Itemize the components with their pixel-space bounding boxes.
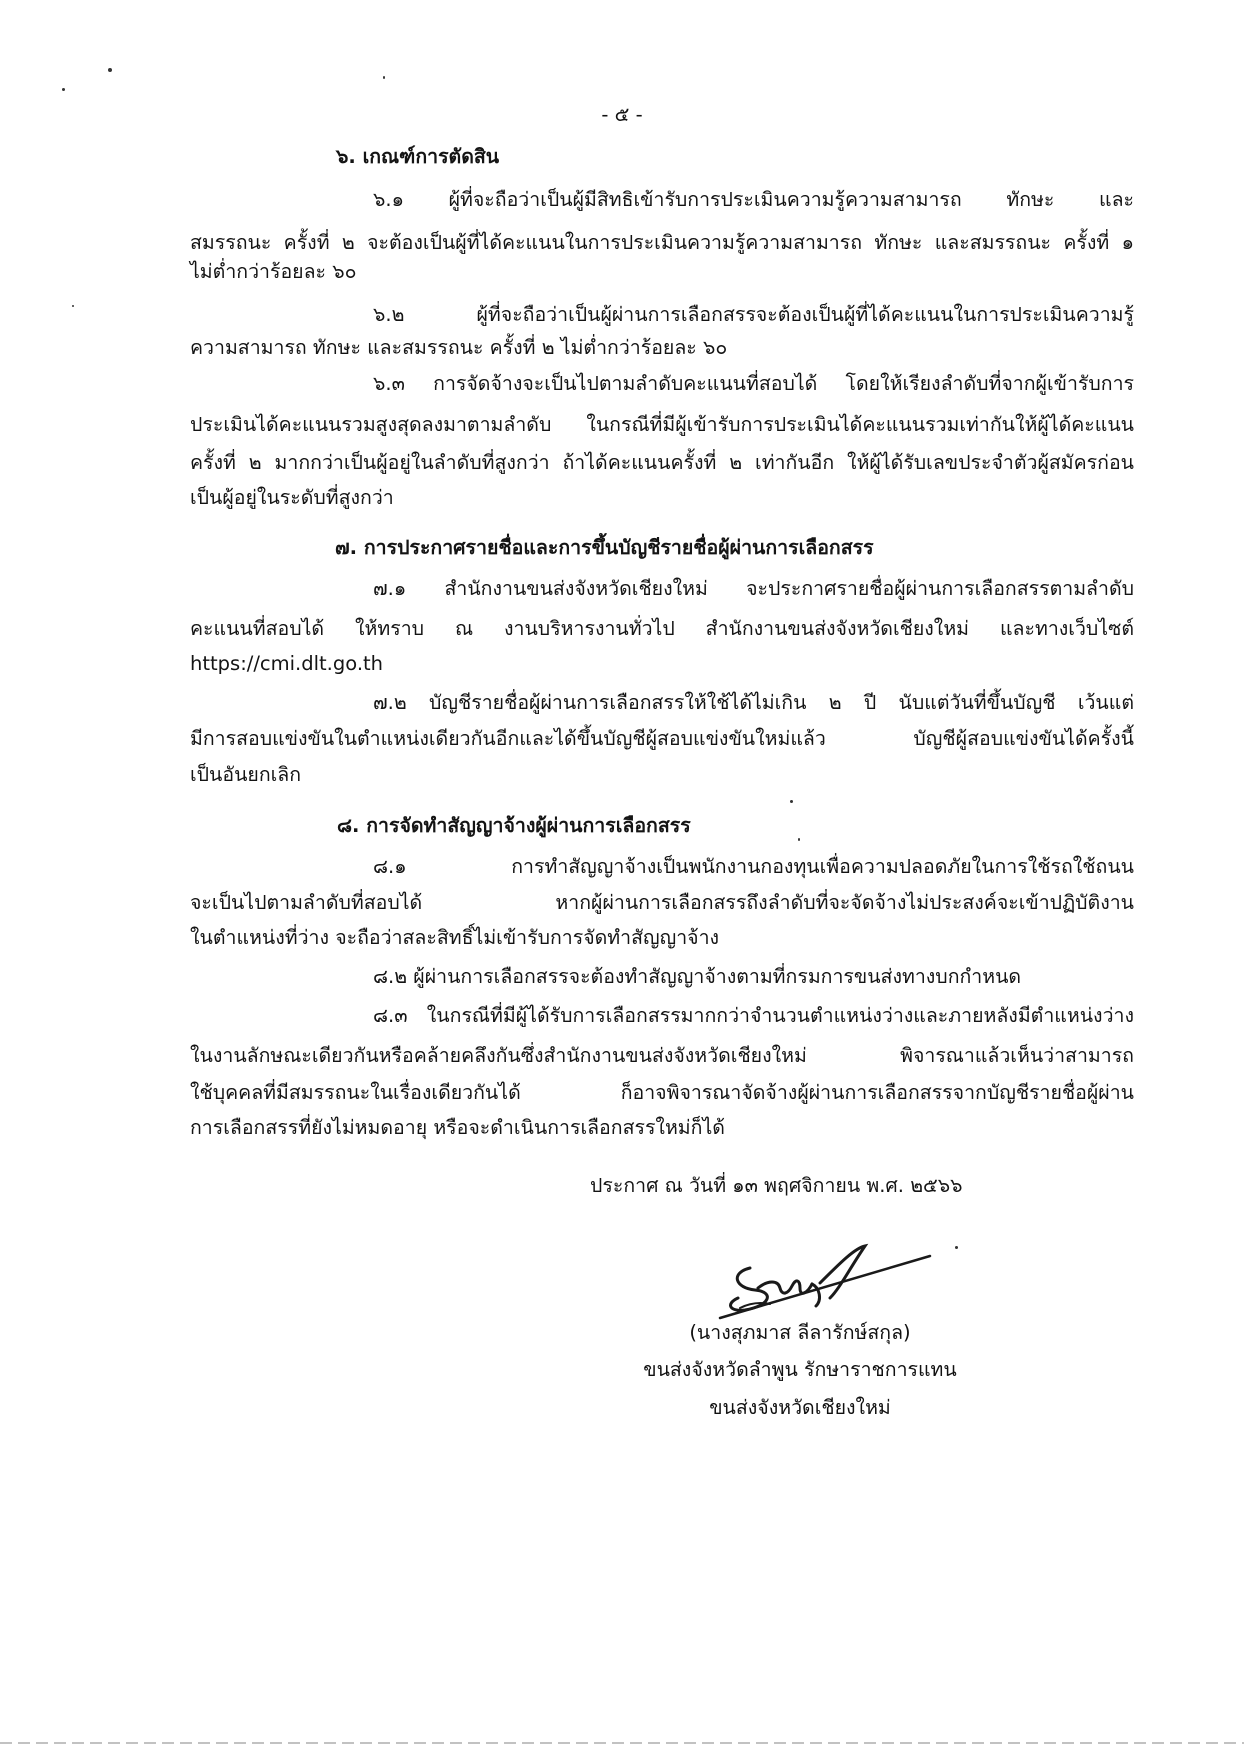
s8-p2-line1: ๘.๒ ผู้ผ่านการเลือกสรรจะต้องทำสัญญาจ้างตามที่กรมการขนส่งทางบกกำหนด xyxy=(373,965,1022,988)
signer-position-line2: ขนส่งจังหวัดเชียงใหม่ xyxy=(709,1396,891,1419)
scan-speck xyxy=(108,68,112,72)
s8-p3-line4: การเลือกสรรที่ยังไม่หมดอายุ หรือจะดำเนินการเลือกสรรใหม่ก็ได้ xyxy=(190,1116,725,1139)
s8-p3-line1: ๘.๓ ในกรณีที่มีผู้ได้รับการเลือกสรรมากกว่าจำนวนตำแหน่งว่างและภายหลังมีตำแหน่งว่าง xyxy=(373,1004,1134,1027)
s6-p2-line2: ความสามารถ ทักษะ และสมรรถนะ ครั้งที่ ๒ ไม่ต่ำกว่าร้อยละ ๖๐ xyxy=(190,336,728,359)
s6-p3-line2: ประเมินได้คะแนนรวมสูงสุดลงมาตามลำดับ ในกรณีที่มีผู้เข้ารับการประเมินได้คะแนนรวมเท่ากันให้ผู้ได้คะแนน xyxy=(190,413,1134,436)
page-number: - ๕ - xyxy=(601,103,643,126)
s6-p3-line1: ๖.๓ การจัดจ้างจะเป็นไปตามลำดับคะแนนที่สอบได้ โดยให้เรียงลำดับที่จากผู้เข้ารับการ xyxy=(373,372,1134,395)
scan-speck xyxy=(955,1246,958,1249)
s6-p1-line1: ๖.๑ ผู้ที่จะถือว่าเป็นผู้มีสิทธิเข้ารับการประเมินความรู้ความสามารถ ทักษะ และ xyxy=(373,188,1134,211)
s6-p2-line1: ๖.๒ ผู้ที่จะถือว่าเป็นผู้ผ่านการเลือกสรรจะต้องเป็นผู้ที่ได้คะแนนในการประเมินความรู้ xyxy=(373,303,1134,326)
scan-speck xyxy=(383,76,385,79)
scan-speck xyxy=(798,838,800,841)
signer-name: (นางสุภมาส ลีลารักษ์สกุล) xyxy=(689,1321,911,1344)
scan-speck xyxy=(790,800,793,803)
s7-p1-line2: คะแนนที่สอบได้ ให้ทราบ ณ งานบริหารงานทั่วไป สำนักงานขนส่งจังหวัดเชียงใหม่ และทางเว็บไซต์ xyxy=(190,617,1134,640)
handwritten-signature xyxy=(700,1228,940,1328)
section-8-heading: ๘. การจัดทำสัญญาจ้างผู้ผ่านการเลือกสรร xyxy=(337,814,691,837)
s6-p1-line2: สมรรถนะ ครั้งที่ ๒ จะต้องเป็นผู้ที่ได้คะแนนในการประเมินความรู้ความสามารถ ทักษะ และสมรรถนะ ครั้งที่ ๑ xyxy=(190,231,1134,254)
s8-p1-line2: จะเป็นไปตามลำดับที่สอบได้ หากผู้ผ่านการเลือกสรรถึงลำดับที่จะจัดจ้างไม่ประสงค์จะเข้าปฏิบัติงาน xyxy=(190,891,1134,914)
s7-p2-line2: มีการสอบแข่งขันในตำแหน่งเดียวกันอีกและได้ขึ้นบัญชีผู้สอบแข่งขันใหม่แล้ว บัญชีผู้สอบแข่งขันได้ครั้งนี้ xyxy=(190,727,1134,750)
signer-position-line1: ขนส่งจังหวัดลำพูน รักษาราชการแทน xyxy=(643,1358,957,1381)
scan-speck xyxy=(62,88,65,91)
s6-p3-line3: ครั้งที่ ๒ มากกว่าเป็นผู้อยู่ในลำดับที่สูงกว่า ถ้าได้คะแนนครั้งที่ ๒ เท่ากันอีก ให้ผู้ได้รับเลขประจำตัวผู้สมัครก่อน xyxy=(190,451,1134,474)
s6-p1-line3: ไม่ต่ำกว่าร้อยละ ๖๐ xyxy=(190,260,357,283)
s6-p3-line4: เป็นผู้อยู่ในระดับที่สูงกว่า xyxy=(190,486,394,509)
scan-speck xyxy=(72,305,74,307)
scan-bottom-edge xyxy=(0,1742,1244,1744)
s8-p1-line3: ในตำแหน่งที่ว่าง จะถือว่าสละสิทธิ์ไม่เข้ารับการจัดทำสัญญาจ้าง xyxy=(190,926,720,949)
section-6-heading: ๖. เกณฑ์การตัดสิน xyxy=(336,145,500,168)
s8-p3-line3: ใช้บุคคลที่มีสมรรถนะในเรื่องเดียวกันได้ ก็อาจพิจารณาจัดจ้างผู้ผ่านการเลือกสรรจากบัญชีรายชื่อผู้ผ่าน xyxy=(190,1081,1134,1104)
s7-p1-line1: ๗.๑ สำนักงานขนส่งจังหวัดเชียงใหม่ จะประกาศรายชื่อผู้ผ่านการเลือกสรรตามลำดับ xyxy=(373,577,1134,600)
s7-p2-line3: เป็นอันยกเลิก xyxy=(190,763,302,786)
s8-p3-line2: ในงานลักษณะเดียวกันหรือคล้ายคลึงกันซึ่งสำนักงานขนส่งจังหวัดเชียงใหม่ พิจารณาแล้วเห็นว่าสามารถ xyxy=(190,1044,1134,1067)
section-7-heading: ๗. การประกาศรายชื่อและการขึ้นบัญชีรายชื่อผู้ผ่านการเลือกสรร xyxy=(335,536,874,559)
s8-p1-line1: ๘.๑ การทำสัญญาจ้างเป็นพนักงานกองทุนเพื่อความปลอดภัยในการใช้รถใช้ถนน xyxy=(373,855,1134,878)
s7-p2-line1: ๗.๒ บัญชีรายชื่อผู้ผ่านการเลือกสรรให้ใช้ได้ไม่เกิน ๒ ปี นับแต่วันที่ขึ้นบัญชี เว้นแต่ xyxy=(373,691,1134,714)
announcement-date: ประกาศ ณ วันที่ ๑๓ พฤศจิกายน พ.ศ. ๒๕๖๖ xyxy=(590,1174,963,1197)
s7-p1-line3: https://cmi.dlt.go.th xyxy=(190,652,384,675)
